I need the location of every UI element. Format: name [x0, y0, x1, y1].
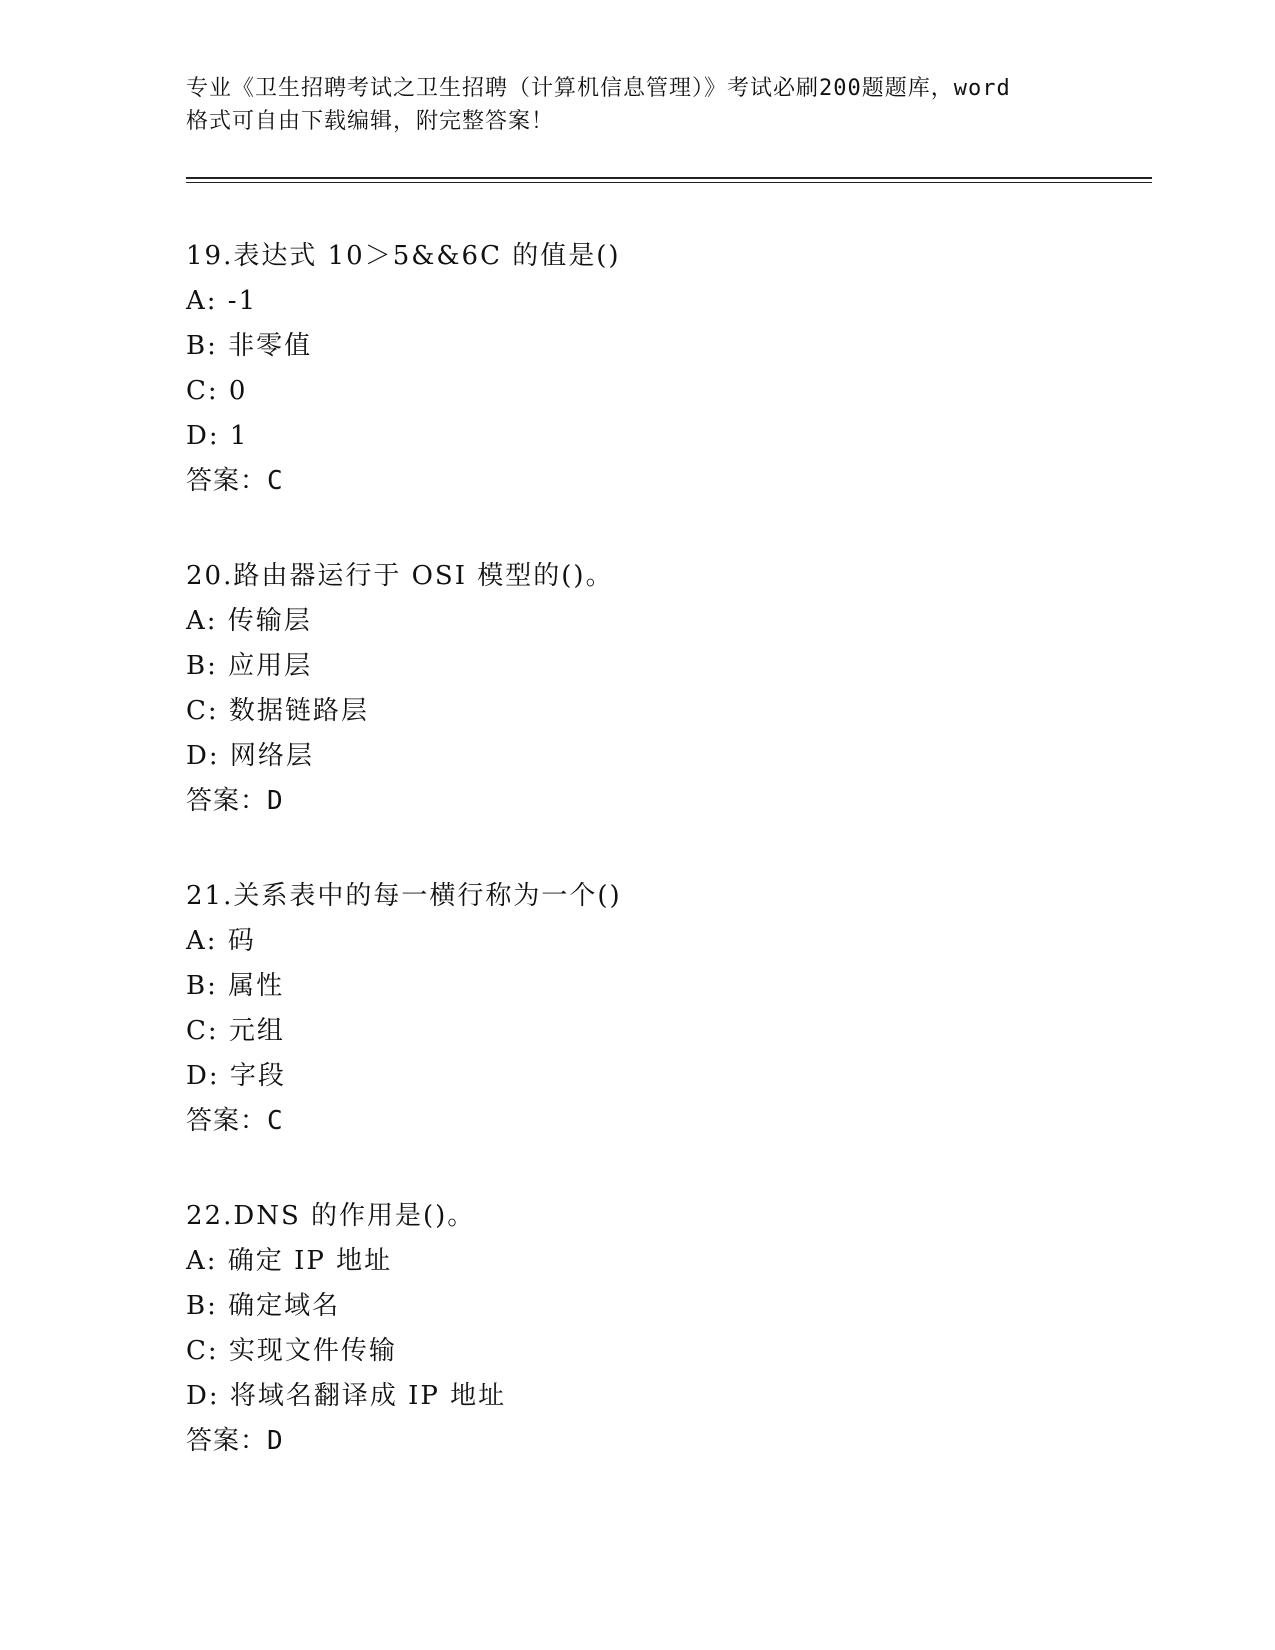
option-b: B: 属性 — [186, 971, 285, 1001]
document-header — [186, 72, 1086, 138]
option-d: D: 字段 — [186, 1061, 286, 1091]
option-c: C: 实现文件传输 — [186, 1336, 397, 1366]
question-stem: 20.路由器运行于 OSI 模型的()。 — [186, 561, 614, 591]
option-a: A: 传输层 — [186, 606, 312, 636]
option-b: B: 确定域名 — [186, 1291, 341, 1321]
question-stem: 19.表达式 10＞5&&6C 的值是() — [186, 241, 621, 271]
option-c: C: 元组 — [186, 1016, 285, 1046]
answer: 答案：D — [186, 1426, 284, 1456]
question-stem: 22.DNS 的作用是()。 — [186, 1201, 476, 1231]
question-22 — [186, 1194, 1086, 1464]
option-b: B: 非零值 — [186, 331, 313, 361]
option-c: C: 数据链路层 — [186, 696, 369, 726]
option-a: A: 码 — [186, 926, 256, 956]
question-stem: 21.关系表中的每一横行称为一个() — [186, 881, 622, 911]
answer: 答案：C — [186, 1106, 284, 1136]
option-c: C: 0 — [186, 376, 248, 406]
option-d: D: 将域名翻译成 IP 地址 — [186, 1381, 507, 1411]
header-divider — [186, 177, 1152, 183]
header-line-1: 专业《卫生招聘考试之卫生招聘（计算机信息管理）》考试必刷200题题库，word — [186, 76, 1011, 101]
option-d: D: 1 — [186, 421, 249, 451]
option-a: A: -1 — [186, 286, 258, 316]
answer: 答案：D — [186, 786, 284, 816]
question-19 — [186, 234, 1086, 504]
option-a: A: 确定 IP 地址 — [186, 1246, 393, 1276]
answer: 答案：C — [186, 466, 284, 496]
header-line-2: 格式可自由下载编辑，附完整答案！ — [186, 109, 555, 134]
option-b: B: 应用层 — [186, 651, 313, 681]
option-d: D: 网络层 — [186, 741, 314, 771]
question-21 — [186, 874, 1086, 1144]
question-20 — [186, 554, 1086, 824]
